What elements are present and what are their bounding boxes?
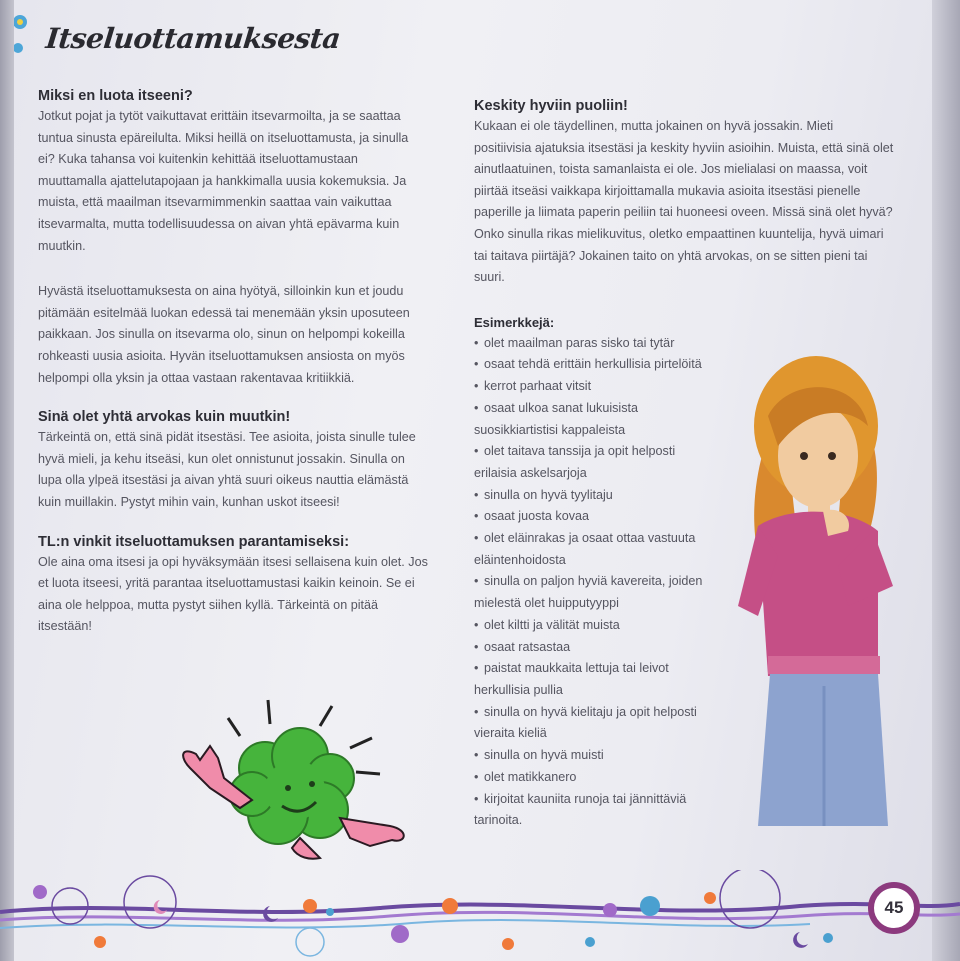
bullet-icon: • — [474, 574, 479, 589]
left-column — [38, 86, 428, 638]
list-item-text: olet kiltti ja välität muista — [484, 617, 620, 632]
page-title: Itseluottamuksesta — [44, 22, 342, 55]
list-item-text: osaat juosta kovaa — [484, 509, 590, 524]
bullet-icon: • — [474, 400, 479, 415]
list-item — [474, 571, 719, 614]
paragraph: Hyvästä itseluottamuksesta on aina hyötyä, silloinkin kun et joudu pitämään esitelmää luokan edessä tai menemään yksin uposuteen paikkaan. Jos sinulla on itsevarma olo, sinun on helpompi kokeilla rohkeasti uusia asioita. Hyvän itseluottamuksen ansiosta on myös helpompi olla yksin ja ottaa vastaan rakentavaa kritiikkiä. — [38, 284, 410, 385]
list-item-text: kirjoitat kauniita runoja tai jännittäviä tarinoita. — [474, 791, 687, 828]
bullet-icon: • — [474, 639, 479, 654]
paragraph: Tärkeintä on, että sinä pidät itsestäsi. Tee asioita, joista sinulle tulee hyvä mieli, ja kehu itseäsi, kun olet onnistunut jossakin. Sinulla on lupa olla ylpeä itsestäsi ja aivan yhtä suuri oikeus nauttia elämästä kuin muillakin. Pystyt mihin vain, kunhan uskot itseesi! — [38, 430, 416, 509]
list-item — [474, 376, 719, 398]
heading-equal-value: Sinä olet yhtä arvokas kuin muutkin! — [38, 409, 291, 426]
footer-decoration — [0, 870, 960, 961]
list-item — [474, 658, 719, 701]
heading-why-no-confidence: Miksi en luota itseeni? — [38, 88, 193, 104]
list-item — [474, 745, 719, 767]
bullet-icon: • — [474, 769, 479, 784]
list-item — [474, 506, 719, 528]
bullet-icon: • — [474, 335, 479, 350]
girl-illustration — [728, 356, 904, 826]
heading-tips: TL:n vinkit itseluottamuksen parantamiseksi: — [38, 533, 350, 550]
list-item-text: sinulla on hyvä muisti — [484, 748, 604, 763]
list-item-text: osaat tehdä erittäin herkullisia pirtelöitä — [484, 357, 702, 372]
list-item — [474, 615, 719, 637]
list-item-text: osaat ratsastaa — [484, 639, 571, 654]
list-item — [474, 637, 719, 659]
tree-character-illustration — [170, 698, 410, 868]
list-item-text: olet eläinrakas ja osaat ottaa vastuuta eläintenhoidosta — [474, 531, 696, 567]
bullet-icon: • — [474, 444, 479, 459]
bullet-icon: • — [474, 487, 479, 502]
page-edge — [932, 0, 960, 961]
list-item-text: olet taitava tanssija ja opit helposti erilaisia askelsarjoja — [474, 444, 676, 480]
bullet-icon: • — [474, 617, 479, 632]
bullet-icon: • — [474, 661, 479, 676]
list-item — [474, 528, 719, 571]
examples-list — [474, 333, 719, 832]
list-item — [474, 354, 719, 376]
paragraph: Jotkut pojat ja tytöt vaikuttavat erittäin itsevarmoilta, ja se saattaa tuntua sinusta epäreilulta. Miksi heillä on itseluottamusta, ja sinulla ei? Kuka tahansa voi kuitenkin kehittää itseluottamustaan muuttamalla ajattelutapojaan ja hankkimalla uusia kokemuksia. Ja muista, että maailman itsevarmimmenkin saattaa vain vaikuttaa itsevarmalta, mutta todellisuudessa on aivan yhtä epävarma kuin muutkin. — [38, 109, 409, 253]
heading-focus-good: Keskity hyviin puoliin! — [474, 98, 628, 114]
list-item-text: olet maailman paras sisko tai tytär — [484, 335, 675, 350]
list-item-text: sinulla on paljon hyviä kavereita, joiden mielestä olet huipputyyppi — [474, 574, 703, 611]
bullet-icon: • — [474, 704, 479, 719]
list-item — [474, 702, 719, 745]
list-item — [474, 333, 719, 355]
list-item-text: kerrot parhaat vitsit — [484, 379, 592, 394]
list-item — [474, 398, 719, 441]
list-item-text: paistat maukkaita lettuja tai leivot herkullisia pullia — [474, 661, 669, 697]
page-number: 45 — [868, 882, 920, 934]
list-item — [474, 485, 719, 507]
bullet-icon: • — [474, 509, 479, 524]
list-item — [474, 789, 719, 832]
list-item — [474, 767, 719, 789]
paragraph: Ole aina oma itsesi ja opi hyväksymään itsesi sellaisena kuin olet. Jos et luota itseesi, yritä parantaa itseluottamustasi kaikin keinoin. Se ei aina ole helppoa, mutta pystyt siihen kyllä. Tärkeintä on pitää itsestään! — [38, 554, 428, 634]
paragraph: Kukaan ei ole täydellinen, mutta jokainen on hyvä jossakin. Mieti positiivisia ajatuksia itsestäsi ja keskity hyviin asioihin. Muista, että sinä olet ainutlaatuinen, toista samanlaista ei ole. Jos mielialasi on maassa, voit piirtää itseäsi vaikkapa kirjoittamalla mukavia asioita itsestäsi pienelle paperille ja liimata paperin peiliin tai huoneesi oveen. Missä sinä olet hyvä? Onko sinulla rikas mielikuvitus, oletko empaattinen kuuntelija, hyvä uimari tai taitava piirtäjä? Jokainen taito on yhtä arvokas, on se sitten pieni tai suuri. — [474, 119, 894, 285]
flower-decoration-icon — [14, 0, 36, 70]
heading-examples: Esimerkkejä: — [474, 314, 555, 330]
bullet-icon: • — [474, 357, 479, 372]
bullet-icon: • — [474, 531, 479, 546]
list-item-text: sinulla on hyvä tyylitaju — [484, 487, 613, 502]
list-item-text: osaat ulkoa sanat lukuisista suosikkiartistisi kappaleista — [474, 400, 639, 437]
list-item — [474, 441, 719, 484]
bullet-icon: • — [474, 748, 479, 763]
bullet-icon: • — [474, 379, 479, 394]
list-item-text: sinulla on hyvä kielitaju ja opit helposti vieraita kieliä — [474, 704, 697, 741]
list-item-text: olet matikkanero — [484, 769, 577, 784]
bullet-icon: • — [474, 791, 479, 806]
